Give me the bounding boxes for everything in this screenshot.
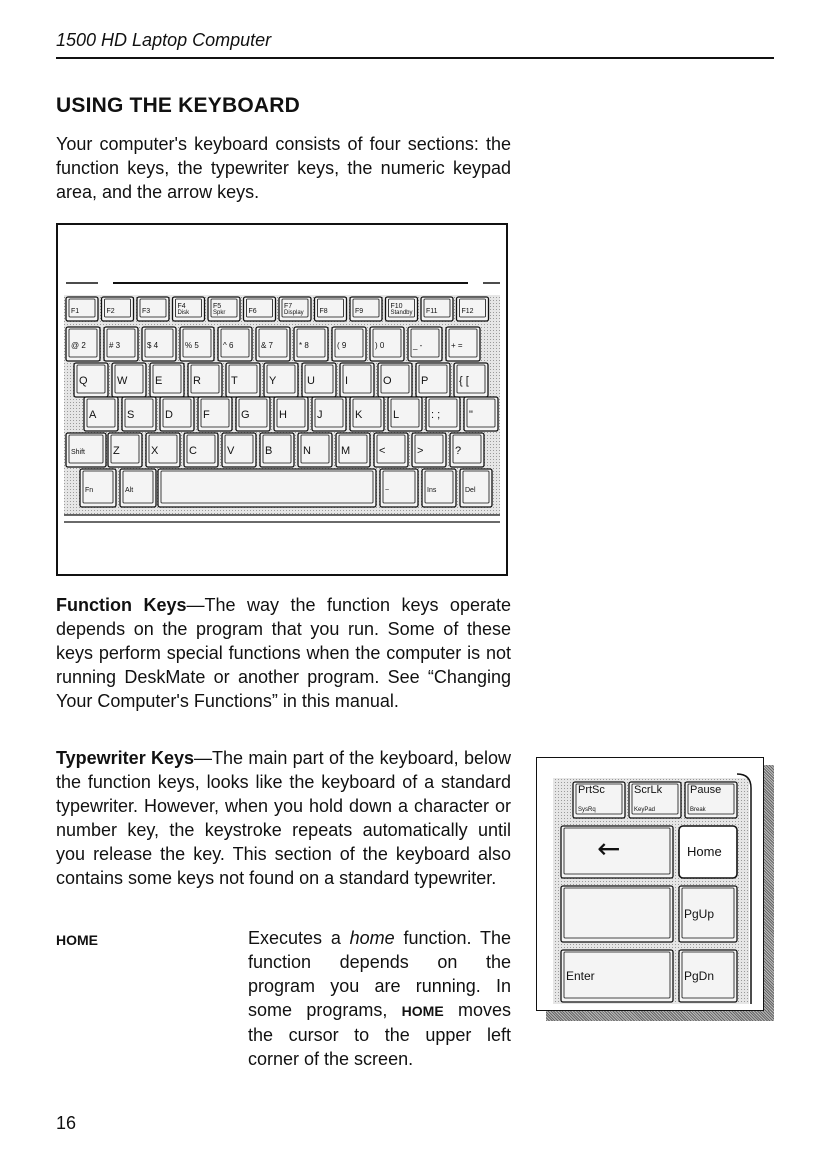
- home-key: [679, 826, 737, 878]
- key-f1: [66, 297, 98, 321]
- key-7-z-row: [336, 433, 370, 467]
- key-number-2: [142, 327, 176, 361]
- key-f8: [315, 297, 347, 321]
- page-number: 16: [56, 1113, 77, 1133]
- key-label: Shift: [71, 449, 86, 456]
- keyboard-illustration: [56, 223, 508, 576]
- key-label: F11: [426, 308, 438, 315]
- function-keys-term: Function Keys: [56, 595, 187, 615]
- key-6-q-row: [302, 363, 336, 397]
- key-3-q-row: [188, 363, 222, 397]
- key-7-a-row: [350, 397, 384, 431]
- key-bottom-4: [422, 469, 456, 507]
- key-label: * 8: [299, 341, 309, 350]
- key-label: PgUp: [684, 907, 715, 921]
- home-def-text-1: Executes a: [248, 928, 350, 948]
- key-label: X: [151, 445, 159, 457]
- function-keys-paragraph: [56, 593, 511, 713]
- key-5-a-row: [274, 397, 308, 431]
- key-label: ( 9: [337, 341, 347, 350]
- key-number-6: [294, 327, 328, 361]
- key-bottom-2: [158, 469, 376, 507]
- key-4-a-row: [236, 397, 270, 431]
- key-label: PrtSc: [578, 784, 605, 796]
- home-def-text-3: moves the cursor to the upper left corner of the screen.: [248, 1000, 511, 1069]
- keyboard-drawing: [58, 225, 506, 574]
- key-f9: [350, 297, 382, 321]
- key-8-a-row: [388, 397, 422, 431]
- backspace-arrow-icon: ←: [597, 832, 621, 865]
- key-label: _ -: [413, 341, 423, 350]
- key-label: H: [279, 409, 287, 421]
- zoom-shadow-bottom: [546, 1011, 774, 1021]
- key-label: F5: [213, 303, 222, 310]
- key-label: C: [189, 445, 197, 457]
- key-f3: [137, 297, 169, 321]
- key-label: E: [155, 375, 163, 387]
- key-3-z-row: [184, 433, 218, 467]
- key-label: ~: [385, 487, 390, 494]
- key-label: ": [469, 409, 473, 421]
- key-label: P: [421, 375, 429, 387]
- zoom-key-prtsc: [573, 782, 625, 818]
- key-label: F8: [319, 308, 328, 315]
- key-sublabel: Break: [690, 807, 706, 813]
- key-0-a-row: [84, 397, 118, 431]
- typewriter-keys-term: Typewriter Keys: [56, 748, 195, 768]
- key-label: Fn: [85, 487, 94, 494]
- key-label: Ins: [427, 487, 437, 494]
- key-number-3: [180, 327, 214, 361]
- key-label: & 7: [261, 341, 274, 350]
- key-label: Y: [269, 375, 277, 387]
- key-10-a-row: [464, 397, 498, 431]
- home-def-text-2: function. The function depends on the program you are running. In some programs,: [248, 928, 511, 1020]
- key-bottom-1: [120, 469, 156, 507]
- key-9-a-row: [426, 397, 460, 431]
- key-label: S: [127, 409, 135, 421]
- zoom-shadow-right: [764, 765, 774, 1021]
- key-2-z-row: [146, 433, 180, 467]
- key-label: R: [193, 375, 201, 387]
- zoom-key-pause: [685, 782, 737, 818]
- key-label: Pause: [690, 784, 722, 796]
- key-2-q-row: [150, 363, 184, 397]
- keyboard-keys: [66, 297, 498, 507]
- key-2-a-row: [160, 397, 194, 431]
- key-10-z-row: [450, 433, 484, 467]
- key-sublabel: Display: [284, 310, 304, 316]
- key-label: + =: [451, 341, 463, 350]
- pgup-key: [679, 886, 737, 942]
- running-header: 1500 HD Laptop Computer: [56, 30, 272, 50]
- key-10-q-row: [454, 363, 488, 397]
- key-f10: [386, 297, 418, 321]
- key-label: F: [203, 409, 210, 421]
- key-label: @ 2: [71, 341, 86, 350]
- key-f2: [102, 297, 134, 321]
- key-sublabel: KeyPad: [634, 807, 656, 813]
- key-label: Q: [79, 375, 88, 387]
- key-number-5: [256, 327, 290, 361]
- key-9-z-row: [412, 433, 446, 467]
- key-label: A: [89, 409, 97, 421]
- home-def-italic: home: [349, 928, 395, 948]
- function-keys-text: —The way the function keys operate depends on the program that you run. Some of these keys perform special functions when the computer is not running DeskMate or another program. See “Changing Your Computer's Functions” in this manual.: [56, 595, 511, 711]
- key-number-8: [370, 327, 404, 361]
- key-label: W: [117, 375, 128, 387]
- key-f5: [208, 297, 240, 321]
- key-bottom-0: [80, 469, 116, 507]
- key-3-a-row: [198, 397, 232, 431]
- key-8-z-row: [374, 433, 408, 467]
- typewriter-keys-text: —The main part of the keyboard, below the function keys, looks like the keyboard of a standard typewriter. However, when you hold down a character or number key, the keystroke repeats automatically until you release the key. This section of the keyboard also contains some keys not found on a standard typewriter.: [56, 748, 511, 888]
- key-f12: [457, 297, 489, 321]
- key-6-z-row: [298, 433, 332, 467]
- key-label: { [: [459, 375, 469, 387]
- key-label: J: [317, 409, 323, 421]
- key-7-q-row: [340, 363, 374, 397]
- key-1-q-row: [112, 363, 146, 397]
- zoom-key-scrlk: [629, 782, 681, 818]
- key-label: F12: [461, 308, 474, 315]
- home-definition: [248, 926, 511, 1071]
- enter-key: [561, 950, 673, 1002]
- key-number-0: [66, 327, 100, 361]
- key-label: M: [341, 445, 351, 457]
- key-bottom-5: [460, 469, 492, 507]
- key-f7: [279, 297, 311, 321]
- key-0-z-row: [66, 433, 106, 467]
- key-sublabel: Disk: [177, 310, 190, 316]
- key-label: Z: [113, 445, 120, 457]
- home-key-drawing: [537, 758, 762, 1009]
- key-label: # 3: [109, 341, 121, 350]
- key-label: PgDn: [684, 969, 715, 983]
- key-6-a-row: [312, 397, 346, 431]
- key-label: Enter: [566, 969, 595, 983]
- key-label: O: [383, 375, 392, 387]
- key-number-9: [408, 327, 442, 361]
- key-label: <: [379, 445, 386, 457]
- key-0-q-row: [74, 363, 108, 397]
- key-label: K: [355, 409, 363, 421]
- key-label: ScrLk: [634, 784, 663, 796]
- home-key-label: Home: [687, 844, 722, 859]
- key-label: F10: [390, 303, 403, 310]
- key-5-q-row: [264, 363, 298, 397]
- key-label: : ;: [431, 409, 441, 421]
- key-label: Alt: [125, 487, 134, 494]
- key-label: L: [393, 409, 400, 421]
- key-label: F6: [248, 308, 257, 315]
- key-bottom-3: [380, 469, 418, 507]
- key-f6: [244, 297, 276, 321]
- key-label: F1: [71, 308, 80, 315]
- key-4-z-row: [222, 433, 256, 467]
- header-rule: [56, 57, 774, 59]
- key-label: >: [417, 445, 424, 457]
- home-def-key: HOME: [401, 1003, 444, 1019]
- key-number-1: [104, 327, 138, 361]
- slash-key: [561, 886, 673, 942]
- home-term: HOME: [56, 932, 98, 948]
- key-sublabel: SysRq: [578, 807, 596, 813]
- key-label: V: [227, 445, 235, 457]
- key-sublabel: Standby: [390, 310, 413, 316]
- key-f11: [421, 297, 453, 321]
- key-label: F4: [177, 303, 186, 310]
- key-label: N: [303, 445, 311, 457]
- key-label: D: [165, 409, 173, 421]
- key-label: B: [265, 445, 273, 457]
- key-number-4: [218, 327, 252, 361]
- key-f4: [173, 297, 205, 321]
- key-label: Del: [465, 487, 476, 494]
- key-label: ^ 6: [223, 341, 234, 350]
- pgdn-key: [679, 950, 737, 1002]
- section-title: USING THE KEYBOARD: [56, 94, 300, 117]
- key-label: ?: [455, 445, 462, 457]
- key-label: F3: [142, 308, 151, 315]
- key-8-q-row: [378, 363, 412, 397]
- key-label: I: [345, 375, 349, 387]
- zoom-keys: [561, 782, 737, 1002]
- key-label: T: [231, 375, 238, 387]
- home-key-illustration: [536, 757, 764, 1011]
- key-number-10: [446, 327, 480, 361]
- key-label: $ 4: [147, 341, 159, 350]
- key-label: ) 0: [375, 341, 385, 350]
- key-label: % 5: [185, 341, 199, 350]
- key-label: F7: [284, 303, 293, 310]
- key-label: F2: [106, 308, 115, 315]
- key-5-z-row: [260, 433, 294, 467]
- key-sublabel: Spkr: [213, 310, 226, 316]
- key-1-z-row: [108, 433, 142, 467]
- intro-paragraph: Your computer's keyboard consists of four sections: the function keys, the typewriter keys, the numeric keypad area, and the arrow keys.: [56, 134, 511, 202]
- typewriter-keys-paragraph: [56, 746, 511, 890]
- key-4-q-row: [226, 363, 260, 397]
- key-9-q-row: [416, 363, 450, 397]
- key-label: F9: [355, 308, 364, 315]
- key-label: G: [241, 409, 250, 421]
- key-number-7: [332, 327, 366, 361]
- key-1-a-row: [122, 397, 156, 431]
- key-label: U: [307, 375, 315, 387]
